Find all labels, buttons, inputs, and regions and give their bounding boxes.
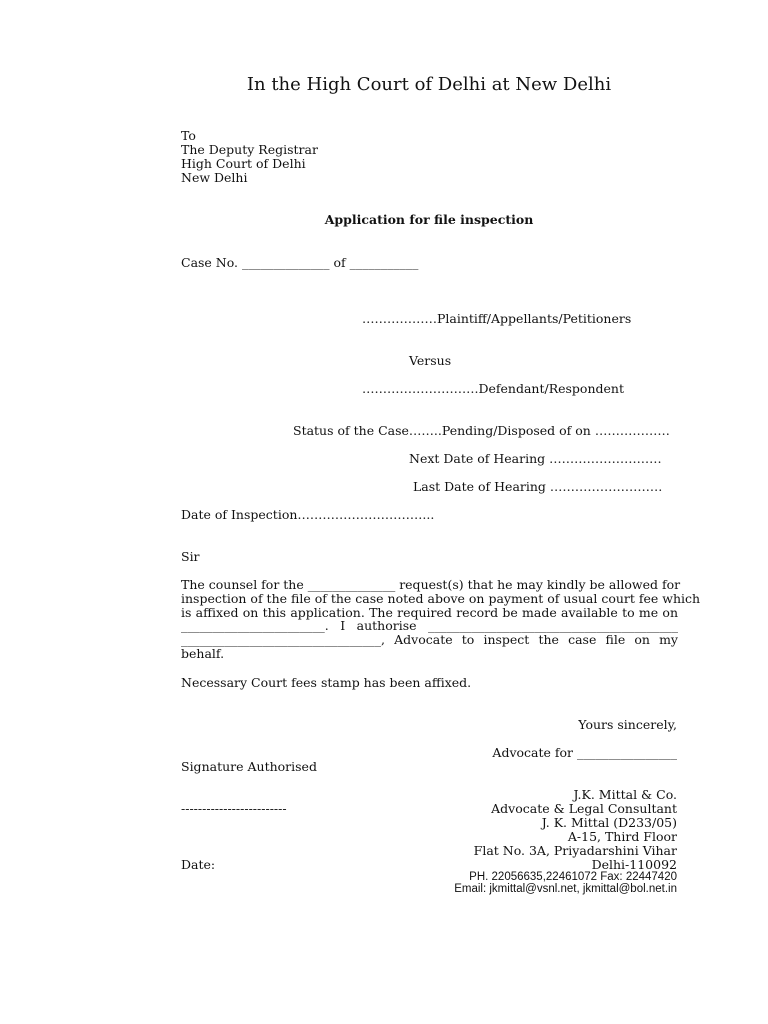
paragraph-line: The counsel for the ______________ request(s) that he may kindly be allowed for (181, 577, 681, 592)
date-label: Date: (181, 857, 216, 872)
salutation: Sir (181, 549, 200, 564)
firm-role: Advocate & Legal Consultant (491, 801, 677, 816)
addressee-to: To (181, 128, 196, 143)
firm-email: Email: jkmittal@vsnl.net, jkmittal@bol.net.in (454, 883, 677, 895)
addressee-court: High Court of Delhi (181, 156, 306, 171)
authorise-blank: ________________________________________ (428, 618, 678, 634)
paragraph-line: behalf. (181, 645, 225, 661)
signature-line: ------------------------- (181, 801, 287, 816)
closing-text: Yours sincerely, (578, 717, 677, 732)
defendant-line: ……………………….Defendant/Respondent (362, 381, 624, 396)
plaintiff-line: ………………Plaintiff/Appellants/Petitioners (362, 311, 632, 326)
paragraph-line (181, 619, 678, 633)
case-number-line: Case No. ______________ of ___________ (181, 255, 419, 270)
advocate-text: Advocate to inspect the case file on my (394, 632, 678, 648)
firm-address-3: Delhi-110092 (591, 857, 677, 872)
advocate-for-line: Advocate for ________________ (492, 745, 677, 760)
inspection-date-line: Date of Inspection…………………………... (181, 507, 435, 522)
firm-name: J.K. Mittal & Co. (573, 787, 677, 802)
paragraph-line: inspection of the file of the case noted above on payment of usual court fee which (181, 590, 701, 606)
addressee-city: New Delhi (181, 170, 248, 185)
authorise-text: _______________________. I authorise (181, 618, 417, 634)
next-hearing-line: Next Date of Hearing ……………………… (409, 451, 662, 466)
request-paragraph (181, 577, 701, 661)
last-hearing-line: Last Date of Hearing ……………………… (413, 479, 663, 494)
versus-label: Versus (409, 353, 452, 368)
firm-phone: PH. 22056635,22461072 Fax: 22447420 (469, 871, 677, 883)
signature-label: Signature Authorised (181, 759, 317, 774)
stamp-note: Necessary Court fees stamp has been affixed. (181, 675, 472, 690)
addressee-registrar: The Deputy Registrar (181, 142, 318, 157)
advocate-blank: ________________________________, (181, 632, 385, 648)
paragraph-line: is affixed on this application. The required record be made available to me on (181, 604, 678, 620)
court-heading: In the High Court of Delhi at New Delhi (246, 74, 612, 95)
case-status-line: Status of the Case……..Pending/Disposed of on ……………… (293, 423, 670, 438)
firm-person: J. K. Mittal (D233/05) (541, 815, 677, 830)
firm-address-1: A-15, Third Floor (567, 829, 677, 844)
firm-address-2: Flat No. 3A, Priyadarshini Vihar (473, 843, 677, 858)
application-subject: Application for file inspection (324, 212, 534, 227)
paragraph-line (181, 633, 678, 647)
